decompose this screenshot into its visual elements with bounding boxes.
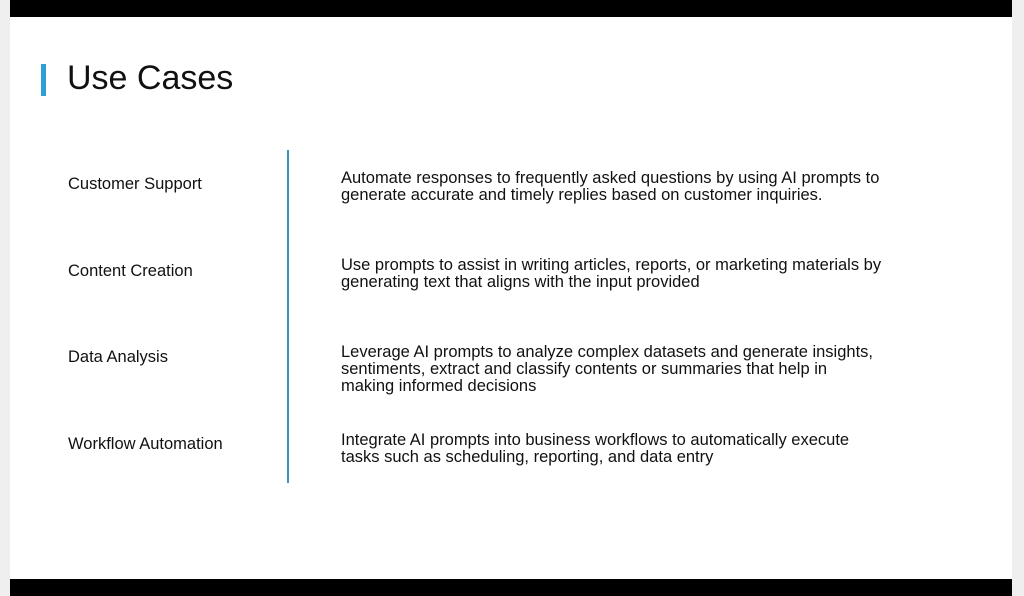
use-case-label-content-creation: Content Creation <box>68 262 193 280</box>
use-case-label-workflow-automation: Workflow Automation <box>68 435 223 453</box>
slide <box>10 17 1012 579</box>
letterbox-top-bar <box>10 0 1012 17</box>
column-divider <box>287 150 289 483</box>
use-case-description-data-analysis <box>341 344 961 395</box>
description-line: generating text that aligns with the input provided <box>341 273 700 291</box>
use-case-description-customer-support <box>341 170 961 204</box>
description-line: making informed decisions <box>341 377 537 395</box>
use-case-label-customer-support: Customer Support <box>68 175 202 193</box>
description-line: Automate responses to frequently asked questions by using AI prompts to <box>341 169 880 187</box>
description-line: sentiments, extract and classify contents or summaries that help in <box>341 360 828 378</box>
description-line: generate accurate and timely replies based on customer inquiries. <box>341 186 823 204</box>
title-accent-bar <box>41 64 46 96</box>
use-case-label-data-analysis: Data Analysis <box>68 348 168 366</box>
use-case-description-workflow-automation <box>341 432 961 466</box>
use-case-description-content-creation <box>341 257 961 291</box>
description-line: Use prompts to assist in writing articles, reports, or marketing materials by <box>341 256 882 274</box>
description-line: Leverage AI prompts to analyze complex datasets and generate insights, <box>341 343 873 361</box>
description-line: Integrate AI prompts into business workflows to automatically execute <box>341 431 850 449</box>
description-line: tasks such as scheduling, reporting, and data entry <box>341 448 714 466</box>
letterbox-bottom-bar <box>10 579 1012 596</box>
slide-title: Use Cases <box>67 59 234 97</box>
